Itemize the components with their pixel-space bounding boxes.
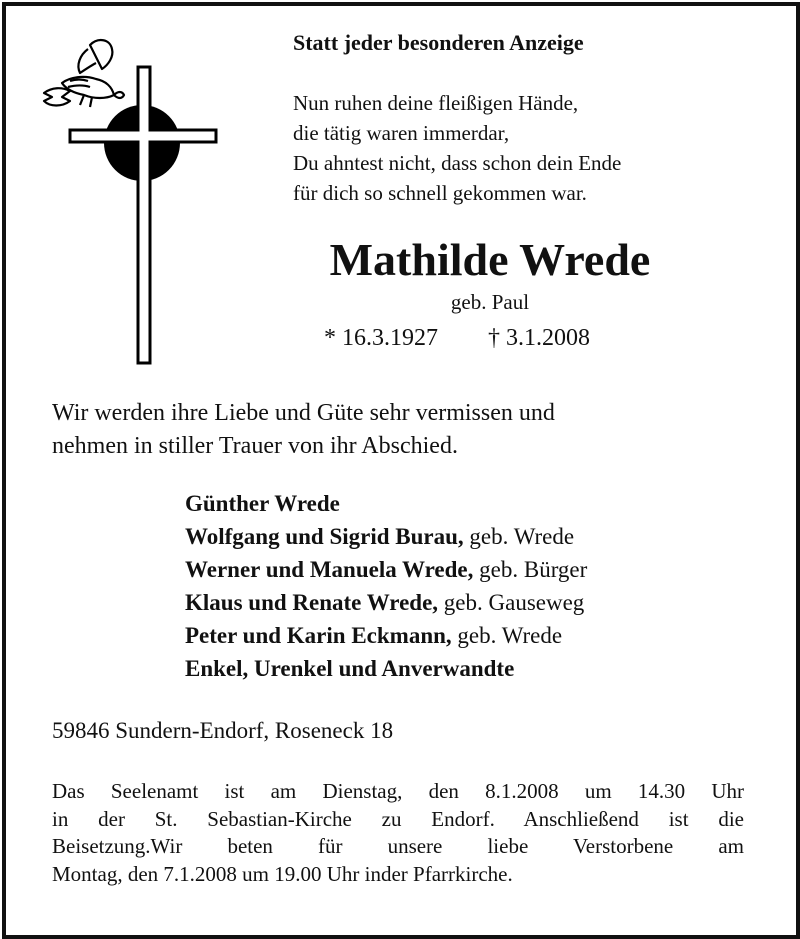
memorial-verse xyxy=(293,88,621,208)
notice-heading: Statt jeder besonderen Anzeige xyxy=(293,30,584,55)
mourner-row xyxy=(185,487,587,520)
mourner-suffix: geb. Gauseweg xyxy=(438,590,585,615)
mourner-suffix: geb. Wrede xyxy=(451,623,563,648)
life-dates xyxy=(324,325,590,352)
mourner-name: Wolfgang und Sigrid Burau, xyxy=(185,524,464,549)
family-address: 59846 Sundern-Endorf, Roseneck 18 xyxy=(52,718,394,743)
cross-with-dove-icon xyxy=(40,35,230,365)
mourner-row xyxy=(185,586,587,619)
mourners-list xyxy=(185,487,587,685)
dove-icon xyxy=(44,40,124,107)
notice-line: Montag, den 7.1.2008 um 19.00 Uhr inder Pfarrkirche. xyxy=(52,861,513,886)
birth-date: * 16.3.1927 xyxy=(324,325,438,351)
mourner-suffix: geb. Bürger xyxy=(473,557,588,582)
mourner-row xyxy=(185,652,587,685)
mourner-name: Werner und Manuela Wrede, xyxy=(185,557,474,582)
death-date: † 3.1.2008 xyxy=(488,325,590,351)
mourner-name: Klaus und Renate Wrede, xyxy=(185,590,439,615)
notice-line: in der St. Sebastian-Kirche zu Endorf. Anschließend ist die xyxy=(52,806,744,831)
verse-line: Nun ruhen deine fleißigen Hände, xyxy=(293,91,579,115)
mourner-name: Peter und Karin Eckmann, xyxy=(185,623,452,648)
mourner-row xyxy=(185,619,587,652)
verse-line: für dich so schnell gekommen war. xyxy=(293,181,587,205)
closing-line: Wir werden ihre Liebe und Güte sehr vermissen und xyxy=(52,400,555,426)
mourner-row xyxy=(185,520,587,553)
funeral-service-notice xyxy=(52,778,744,888)
notice-line: Beisetzung.Wir beten für unsere liebe Verstorbene am xyxy=(52,834,744,858)
notice-line: Das Seelenamt ist am Dienstag, den 8.1.2008 um 14.30 Uhr xyxy=(52,779,744,803)
closing-line: nehmen in stiller Trauer von ihr Abschied. xyxy=(52,433,458,459)
verse-line: die tätig waren immerdar, xyxy=(293,121,510,145)
maiden-name: geb. Paul xyxy=(450,290,530,314)
mourner-name: Enkel, Urenkel und Anverwandte xyxy=(185,656,515,681)
cross-vertical xyxy=(138,67,150,363)
mourner-name: Günther Wrede xyxy=(185,491,340,516)
mourner-row xyxy=(185,553,587,586)
deceased-name: Mathilde Wrede xyxy=(329,234,651,285)
mourner-suffix: geb. Wrede xyxy=(463,524,575,549)
verse-line: Du ahntest nicht, dass schon dein Ende xyxy=(293,151,622,175)
closing-statement xyxy=(52,397,555,463)
